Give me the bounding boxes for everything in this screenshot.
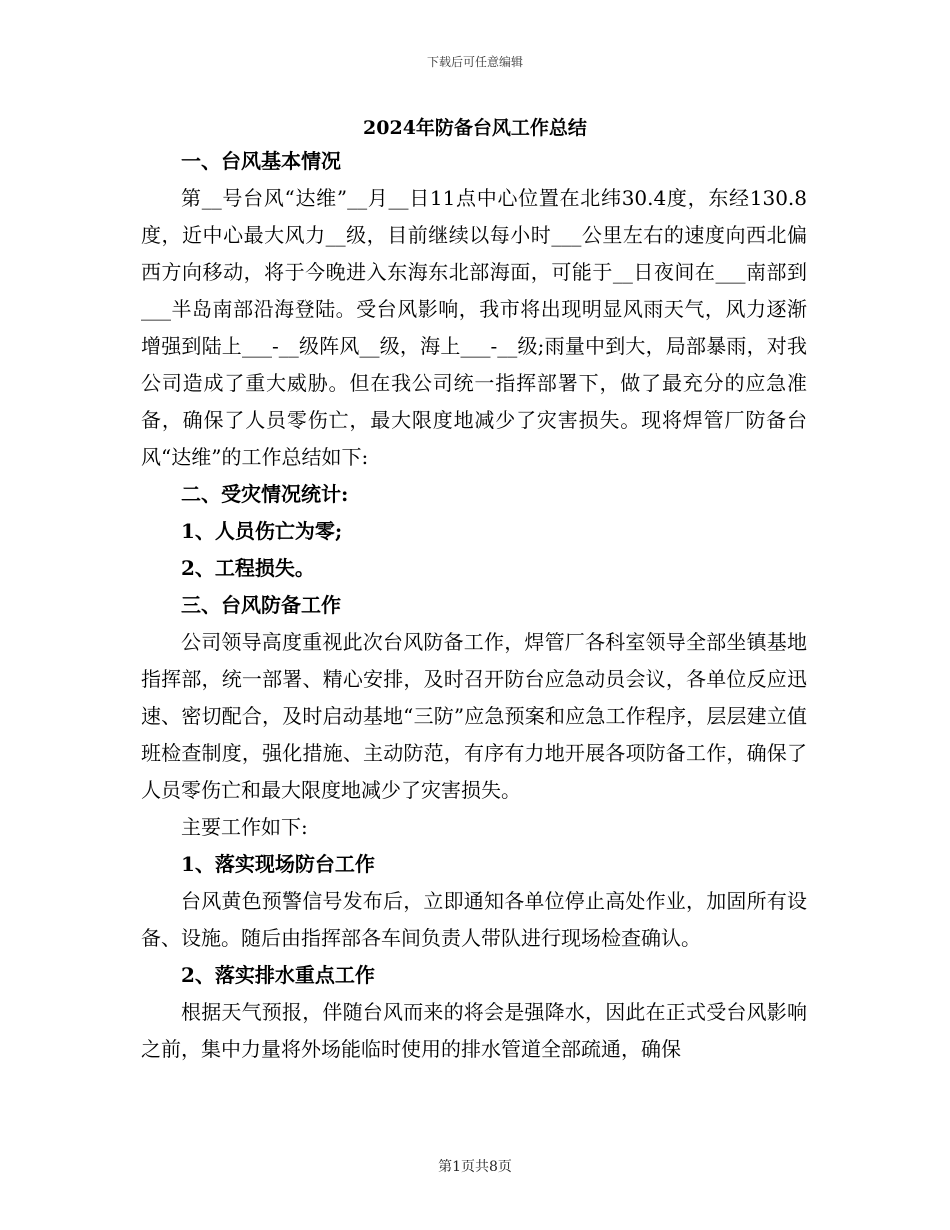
- section-paragraph-1: 第__号台风“达维”__月__日11点中心位置在北纬30.4度，东经130.8度，近中心最大风力__级，目前继续以每小时___公里左右的速度向西北偏西方向移动，将于今晚进入东海东北部海面，可能于__日夜间在___南部到___半岛南部沿海登陆。受台风影响，我市将出现明显风雨天气，风力逐渐增强到陆上___-__级阵风__级，海上___-__级;雨量中到大，局部暴雨，对我公司造成了重大威胁。但在我公司统一指挥部署下，做了最充分的应急准备，确保了人员零伤亡，最大限度地减少了灾害损失。现将焊管厂防备台风“达维”的工作总结如下:: [141, 186, 807, 469]
- work-paragraph-1: 台风黄色预警信号发布后，立即通知各单位停止高处作业，加固所有设备、设施。随后由指挥部各车间负责人带队进行现场检查确认。: [141, 889, 807, 950]
- page-header-note: 下载后可任意编辑: [426, 55, 523, 69]
- work-paragraph-2: 根据天气预报，伴随台风而来的将会是强降水，因此在正式受台风影响之前，集中力量将外场能临时使用的排水管道全部疏通，确保: [141, 1000, 807, 1061]
- page-number: 第1页共8页: [438, 1159, 512, 1175]
- document-body: [141, 143, 807, 1068]
- work-heading-2: 2、落实排水重点工作: [181, 963, 375, 987]
- list-item-engineering-loss: 2、工程损失。: [181, 556, 315, 580]
- section-heading-2: 二、受灾情况统计:: [181, 482, 349, 506]
- work-heading-1: 1、落实现场防台工作: [181, 852, 375, 876]
- section-heading-3: 三、台风防备工作: [181, 593, 341, 617]
- list-item-casualties: 1、人员伤亡为零;: [181, 519, 343, 543]
- document-title: 2024年防备台风工作总结: [363, 117, 587, 139]
- section-heading-1: 一、台风基本情况: [181, 149, 341, 173]
- main-work-intro: 主要工作如下:: [181, 815, 308, 839]
- section-paragraph-3: 公司领导高度重视此次台风防备工作，焊管厂各科室领导全部坐镇基地指挥部，统一部署、精心安排，及时召开防台应急动员会议，各单位反应迅速、密切配合，及时启动基地“三防”应急预案和应急工作程序，层层建立值班检查制度，强化措施、主动防范，有序有力地开展各项防备工作，确保了人员零伤亡和最大限度地减少了灾害损失。: [141, 630, 807, 802]
